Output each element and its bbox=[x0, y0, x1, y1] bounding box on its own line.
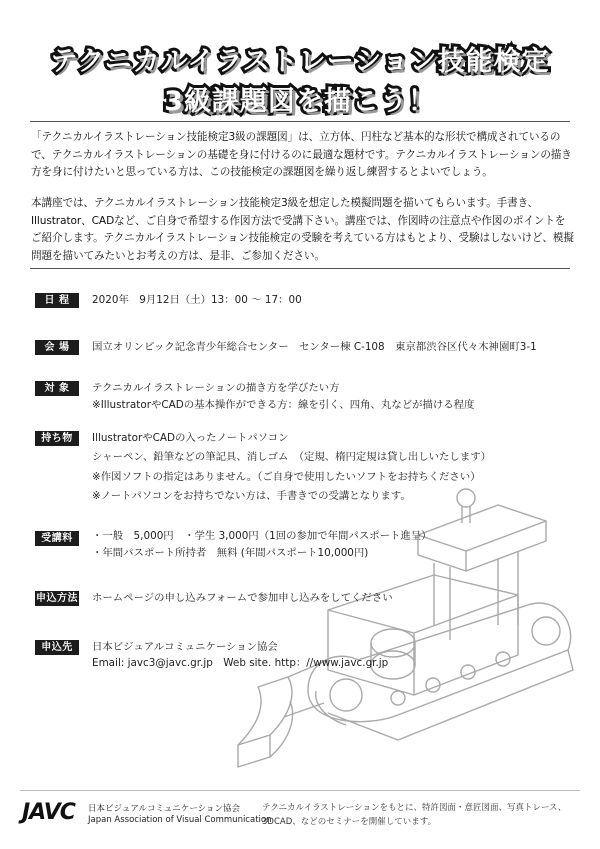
label-apply-method: 申込方法 bbox=[36, 593, 78, 604]
fee-line-2: ・年間パスポート所持者 無料 (年間パスポート10,000円) bbox=[92, 547, 369, 559]
label-date: 日 程 bbox=[35, 293, 79, 308]
footer-divider bbox=[20, 790, 580, 791]
intro-paragraph-2: 本講座では、テクニカルイラストレーション技能検定3級を想定した模擬問題を描いてもらいます。手書き、Illustrator、CADなど、ご自身で希望する作図方法で受講下さい。講座では、作図時の注意点や作図のポイントをご紹介します。テクニカルイラストレーション技能検定の受験を考えている方はもとより、受験はしないけど、模擬問題を描いてみたいとお考えの方は、是非、ご参加ください。 bbox=[31, 197, 574, 262]
label-apply-to: 申込先 bbox=[35, 640, 79, 655]
apply-to-line-1: 日本ビジュアルコミュニケーション協会 bbox=[92, 641, 278, 653]
title-line-2: 3級課題図を描こう！ bbox=[164, 86, 436, 117]
date-value: 2020年 9月12日（土）13：00 ～ 17：00 bbox=[92, 294, 302, 306]
intro-paragraph-1: 「テクニカルイラストレーション技能検定3級の課題図」は、立方体、円柱など基本的な形状で構成されているので、テクニカルイラストレーションの基礎を身に付けるのに最適な題材です。テクニカルイラストレーションの描き方を身に付けたいと思っている方は、この技能検定の課題図を繰り返し練習するとよいでしょう。 bbox=[31, 131, 572, 178]
divider-top bbox=[30, 121, 570, 122]
label-target: 対 象 bbox=[35, 381, 79, 396]
org-name-en: Japan Association of Visual Communication bbox=[88, 815, 272, 825]
fee-line-1: ・一般 5,000円 ・学生 3,000円（1回の参加で年間パスポート進呈） bbox=[92, 530, 432, 542]
footer-note: テクニカルイラストレーションをもとに、特許図面・意匠図面、写真トレース、3DCAD、などのセミナーを開催しています。 bbox=[262, 803, 567, 827]
items-line-1: IllustratorやCADの入ったノートパソコン bbox=[92, 432, 289, 444]
venue-value: 国立オリンピック記念青少年総合センター センター棟 C-108 東京都渋谷区代々木神園町3-1 bbox=[92, 341, 537, 353]
items-line-3: ※作図ソフトの指定はありません。（ご自身で使用したいソフトをお持ちください） bbox=[92, 471, 481, 483]
title-line-1: テクニカルイラストレーション技能検定 bbox=[50, 46, 550, 77]
javc-logo: JAVC bbox=[22, 800, 75, 825]
target-line-1: テクニカルイラストレーションの描き方を学びたい方 bbox=[92, 382, 340, 394]
target-line-2: ※IllustratorやCADの基本操作ができる方：線を引く、四角、丸などが描ける程度 bbox=[92, 399, 475, 411]
apply-to-line-2: Email: javc3@javc.gr.jp Web site. http：//www.javc.gr.jp bbox=[92, 657, 389, 669]
items-line-4: ※ノートパソコンをお持ちでない方は、手書きでの受講となります。 bbox=[92, 490, 411, 502]
label-items: 持ち物 bbox=[35, 431, 79, 446]
apply-method-value: ホームページの申し込みフォームで参加申し込みをしてください bbox=[92, 592, 393, 604]
label-fee: 受講料 bbox=[35, 531, 79, 546]
label-venue: 会 場 bbox=[35, 340, 79, 355]
org-name-ja: 日本ビジュアルコミュニケーション協会 bbox=[88, 804, 240, 814]
items-line-2: シャーペン、鉛筆などの筆記具、消しゴム （定規、楕円定規は貸し出しいたします） bbox=[92, 451, 491, 463]
divider-bottom bbox=[30, 268, 570, 269]
